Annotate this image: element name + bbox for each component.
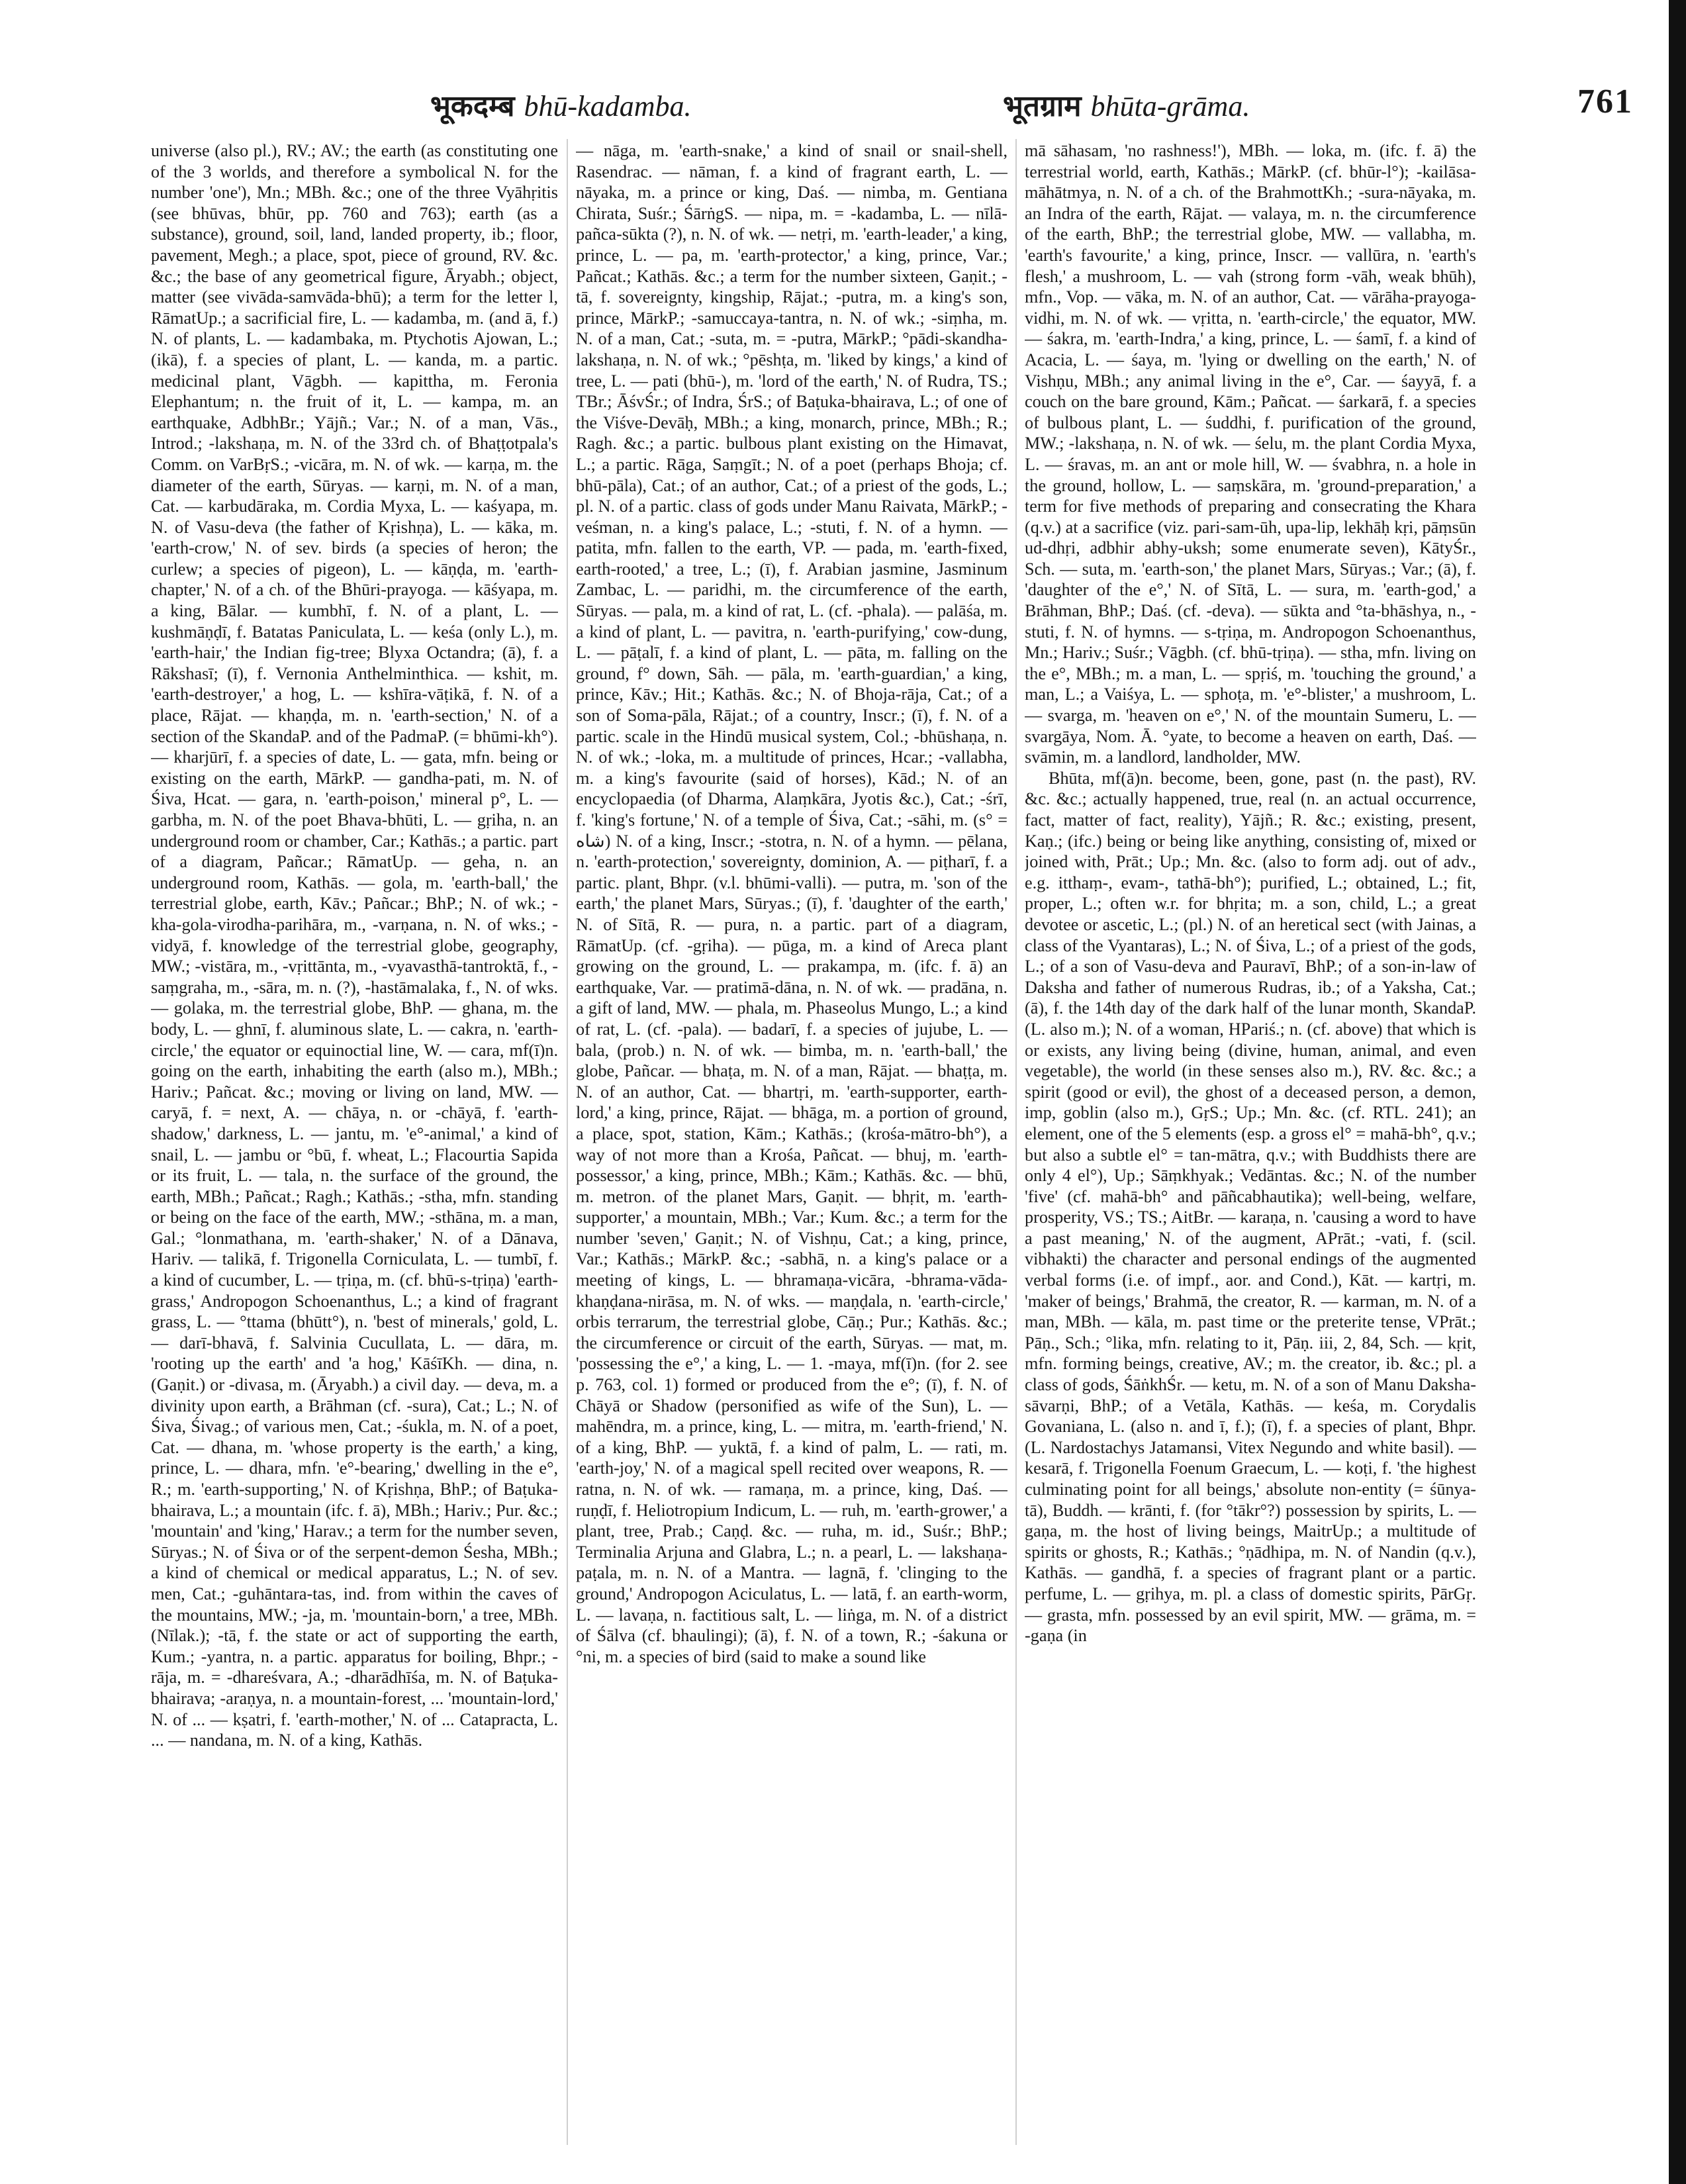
column-3 <box>1025 140 1476 2153</box>
running-head-left-transliteration: bhū-kadamba. <box>524 90 692 122</box>
running-head-right-transliteration: bhūta-grāma. <box>1090 90 1250 122</box>
running-head-left <box>430 85 691 131</box>
running-head-left-devanagari: भूकदम्ब <box>430 90 515 122</box>
page-number: 761 <box>1577 83 1633 120</box>
column-3-text-b: Bhūta, mf(ā)n. become, been, gone, past (n. the past), RV. &c. &c.; actually happened, true, real (n. an actual occurrence, fact, matter of fact, reality), Yājñ.; R. &c.; existing, present, Kaṇ.; (ifc.) being or being like anything, consisting of, mixed or joined with, Prāt.; Up.; Mn. &c. (also to form adj. out of adv., e.g. itthaṃ-, evam-, tathā-bh°); purified, L.; obtained, L.; fit, proper, L.; often w.r. for bhṛita; m. a son, child, L.; a great devotee or ascetic, L.; (pl.) N. of an heretical sect (with Jainas, a class of the Vyantaras), L.; N. of Śiva, L.; of a priest of the gods, L.; of a son of Vasu-deva and Pauravī, BhP.; of a son-in-law of Daksha and father of numerous Rudras, ib.; of a Yaksha, Cat.; (ā), f. the 14th day of the dark half of the lunar month, SkandaP. (L. also m.); N. of a woman, HPariś.; n. (cf. above) that which is or exists, any living being (divine, human, animal, and even vegetable), the world (in these senses also m.), RV. &c. &c.; a spirit (good or evil), the ghost of a deceased person, a demon, imp, goblin (also m.), GṛS.; Up.; Mn. &c. (cf. RTL. 241); an element, one of the 5 elements (esp. a gross el° = mahā-bh°, q.v.; but also a subtle el° = tan-mātra, q.v.; with Buddhists there are only 4 el°), Up.; Sāṃkhyak.; Vedāntas. &c.; N. of the number 'five' (cf. mahā-bh° and pāñcabhautika); well-being, welfare, prosperity, VS.; TS.; AitBr. — karaṇa, n. 'causing a word to have a past meaning,' N. of the augment, APrāt.; -vati, f. (scil. vibhakti) the character and personal endings of the augmented verbal forms (i.e. of impf., aor. and Cond.), Kāt. — kartṛi, m. 'maker of beings,' Brahmā, the creator, R. — karman, m. N. of a man, MBh. — kāla, m. past time or the preterite tense, VPrāt.; Pāṇ., Sch.; °lika, mfn. relating to it, Pāṇ. iii, 2, 84, Sch. — kṛit, mfn. forming beings, creative, AV.; m. the creator, ib. &c.; pl. a class of gods, ŚāṅkhŚr. — ketu, m. N. of a son of Manu Daksha-sāvarṇi, BhP.; of a Vetāla, Kathās. — keśa, m. Corydalis Govaniana, L. (also n. and ī, f.); (ī), f. a species of plant, Bhpr. (L. Nardostachys Jatamansi, Vitex Negundo and white basil). — kesarā, f. Trigonella Foenum Graecum, L. — koṭi, f. 'the highest culminating point for all beings,' absolute non-entity (= śūnya-tā), Buddh. — krānti, f. (for °tākr°?) possession by spirits, L. — gaṇa, m. the host of living beings, MaitrUp.; a multitude of spirits or ghosts, R.; Kathās.; °ṇādhipa, m. N. of Nandin (q.v.), Kathās. — gandhā, f. a species of fragrant plant or a partic. perfume, L. — gṛihya, m. pl. a class of domestic spirits, PārGṛ. — grasta, mfn. possessed by an evil spirit, MW. — grāma, m. = -gaṇa (in <box>1025 768 1476 1646</box>
scan-edge <box>1669 0 1686 2184</box>
column-1-text: universe (also pl.), RV.; AV.; the earth (as constituting one of the 3 worlds, and therefore a symbolical N. for the number 'one'), Mn.; MBh. &c.; one of the three Vyāhṛitis (see bhūvas, bhūr, pp. 760 and 763); earth (as a substance), ground, soil, land, landed property, ib.; floor, pavement, Megh.; a place, spot, piece of ground, RV. &c. &c.; the base of any geometrical figure, Āryabh.; object, matter (see vivāda-samvāda-bhū); a term for the letter l, RāmatUp.; a sacrificial fire, L. — kadamba, m. (and ā, f.) N. of plants, L. — kadambaka, m. Ptychotis Ajowan, L.; (ikā), f. a species of plant, L. — kanda, m. a partic. medicinal plant, Vāgbh. — kapittha, m. Feronia Elephantum; n. the fruit of it, L. — kampa, m. an earthquake, AdbhBr.; Yājñ.; Var.; N. of a man, Vās., Introd.; -lakshaṇa, m. N. of the 33rd ch. of Bhaṭṭotpala's Comm. on VarBṛS.; -vicāra, m. N. of wk. — karṇa, m. the diameter of the earth, Sūryas. — karṇi, m. N. of a man, Cat. — karbudāraka, m. Cordia Myxa, L. — kaśyapa, m. N. of Vasu-deva (the father of Kṛishṇa), L. — kāka, m. 'earth-crow,' N. of sev. birds (a species of heron; the curlew; a species of pigeon), L. — kāṇḍa, m. 'earth-chapter,' N. of a ch. of the Bhūri-prayoga. — kāśyapa, m. a king, Bālar. — kumbhī, f. N. of a plant, L. — kushmāṇḍī, f. Batatas Paniculata, L. — keśa (only L.), m. 'earth-hair,' the Indian fig-tree; Blyxa Octandra; (ā), f. a Rākshasī; (ī), f. Vernonia Anthelminthica. — kshit, m. 'earth-destroyer,' a hog, L. — kshīra-vāṭikā, f. N. of a place, Rājat. — khaṇḍa, m. n. 'earth-section,' N. of a section of the SkandaP. and of the PadmaP. (= bhūmi-kh°). — kharjūrī, f. a species of date, L. — gata, mfn. being or existing on the earth, MārkP. — gandha-pati, m. N. of Śiva, Hcat. — gara, n. 'earth-poison,' mineral p°, L. — garbha, m. N. of the poet Bhava-bhūti, L. — gṛiha, n. an underground room or chamber, Car.; Kathās.; a partic. part of a diagram, Pañcar.; RāmatUp. — geha, n. an underground room, Kathās. — gola, m. 'earth-ball,' the terrestrial globe, earth, Kāv.; Pañcar.; BhP.; N. of wk.; -kha-gola-virodha-parihāra, m., -varṇana, n. N. of wks.; -vidyā, f. knowledge of the terrestrial globe, geography, MW.; -vistāra, m., -vṛittānta, m., -vyavasthā-tantroktā, f., -saṃgraha, m., -sāra, m. n. (?), -hastāmalaka, f., N. of wks. — golaka, m. the terrestrial globe, BhP. — ghana, m. the body, L. — ghnī, f. aluminous slate, L. — cakra, n. 'earth-circle,' the equator or equinoctial line, W. — cara, mf(ī)n. going on the earth, inhabiting the earth (also m.), MBh.; Hariv.; Pañcat. &c.; moving or living on land, MW. — caryā, f. = next, A. — chāya, n. or -chāyā, f. 'earth-shadow,' darkness, L. — jantu, m. 'e°-animal,' a kind of snail, L. — jambu or °bū, f. wheat, L.; Flacourtia Sapida or its fruit, L. — tala, n. the surface of the ground, the earth, MBh.; Pañcat.; Ragh.; Kathās.; -stha, mfn. standing or being on the face of the earth, MW.; -sthāna, m. a man, Gal.; °lonmathana, m. 'earth-shaker,' N. of a Dānava, Hariv. — talikā, f. Trigonella Corniculata, L. — tumbī, f. a kind of cucumber, L. — tṛiṇa, m. (cf. bhū-s-tṛiṇa) 'earth-grass,' Andropogon Schoenanthus, L.; a kind of fragrant grass, L. — °ttama (bhūtt°), n. 'best of minerals,' gold, L. — darī-bhavā, f. Salvinia Cucullata, L. — dāra, m. 'rooting up the earth' and 'a hog,' KāśīKh. — dina, n. (Gaṇit.) or -divasa, m. (Āryabh.) a civil day. — deva, m. a divinity upon earth, a Brāhman (cf. -sura), Cat.; L.; N. of Śiva, Śivag.; of various men, Cat.; -śukla, m. N. of a poet, Cat. — dhana, m. 'whose property is the earth,' a king, prince, L. — dhara, mfn. 'e°-bearing,' dwelling in the e°, R.; m. 'earth-supporting,' N. of Kṛishṇa, BhP.; of Baṭuka-bhairava, L.; a mountain (ifc. f. ā), MBh.; Hariv.; Pur. &c.; 'mountain' and 'king,' Harav.; a term for the number seven, Sūryas.; N. of Śiva or of the serpent-demon Śesha, MBh.; a kind of chemical or medical apparatus, L.; N. of sev. men, Cat.; -guhāntara-tas, ind. from within the caves of the mountains, MW.; -ja, m. 'mountain-born,' a tree, MBh. (Nīlak.); -tā, f. the state or act of supporting the earth, Kum.; -yantra, n. a partic. apparatus for boiling, Bhpr.; -rāja, m. = -dhareśvara, A.; -dharādhīśa, m. N. of Baṭuka-bhairava; -araṇya, n. a mountain-forest, ... 'mountain-lord,' N. of ... — kṣatri, f. 'earth-mother,' N. of ... Catapracta, L. ... — nandana, m. N. of a king, Kathās. <box>151 141 558 1750</box>
column-2 <box>576 140 1007 2153</box>
column-1 <box>151 140 558 2153</box>
column-rule <box>567 139 568 2145</box>
column-rule <box>1015 139 1017 2145</box>
column-3-text-a: mā sāhasam, 'no rashness!'), MBh. — loka, m. (ifc. f. ā) the terrestrial world, earth, Kathās.; MārkP. (cf. bhūr-l°); -kailāsa-māhātmya, n. N. of a ch. of the BrahmottKh.; -sura-nāyaka, m. an Indra of the earth, Rājat. — valaya, m. n. the circumference of the earth, BhP.; the terrestrial globe, MW. — vallabha, m. 'earth's favourite,' a king, prince, Inscr. — vallūra, n. 'earth's flesh,' a mushroom, L. — vah (strong form -vāh, weak bhūh), mfn., Vop. — vāka, m. N. of an author, Cat. — vārāha-prayoga-vidhi, m. N. of wk. — vṛitta, n. 'earth-circle,' the equator, MW. — śakra, m. 'earth-Indra,' a king, prince, L. — śamī, f. a kind of Acacia, L. — śaya, m. 'lying or dwelling on the earth,' N. of Vishṇu, MBh.; any animal living in the e°, Car. — śayyā, f. a couch on the bare ground, Kām.; Pañcat. — śarkarā, f. a species of bulbous plant, L. — śuddhi, f. purification of the ground, MW.; -lakshaṇa, n. N. of wk. — śelu, m. the plant Cordia Myxa, L. — śravas, m. an ant or mole hill, W. — śvabhra, n. a hole in the ground, hollow, L. — saṃskāra, m. 'ground-preparation,' a term for five methods of preparing and consecrating the Khara (q.v.) at a sacrifice (viz. pari-sam-ūh, upa-lip, lekhāḥ kṛi, pāṃsūn ud-dhṛi, adbhir abhy-uksh; some enumerate seven), KātyŚr., Sch. — suta, m. 'earth-son,' the planet Mars, Sūryas.; Var.; (ā), f. 'daughter of the e°,' N. of Sītā, L. — sura, m. 'earth-god,' a Brāhman, BhP.; Daś. (cf. -deva). — sūkta and °ta-bhāshya, n., -stuti, f. N. of hymns. — s-tṛiṇa, m. Andropogon Schoenanthus, Mn.; Hariv.; Suśr.; Vāgbh. (cf. bhū-tṛiṇa). — stha, mfn. living on the e°, MBh.; m. a man, L. — spṛiś, m. 'touching the ground,' a man, L.; a Vaiśya, L. — sphoṭa, m. 'e°-blister,' a mushroom, L. — svarga, m. 'heaven on e°,' N. of the mountain Sumeru, L. — svargāya, Nom. Ā. °yate, to become a heaven on earth, Daś. — svāmin, m. a landlord, landholder, MW. <box>1025 141 1476 767</box>
running-head-right <box>1003 85 1250 131</box>
running-head-right-devanagari: भूतग्राम <box>1003 90 1082 122</box>
column-2-text: — nāga, m. 'earth-snake,' a kind of snail or snail-shell, Rasendrac. — nāman, f. a kind of fragrant earth, L. — nāyaka, m. a prince or king, Daś. — nimba, m. Gentiana Chirata, Suśr.; ŚārṅgS. — nipa, m. = -kadamba, L. — nīlā-pañca-sūkta (?), n. N. of wk. — netṛi, m. 'earth-leader,' a king, prince, L. — pa, m. 'earth-protector,' a king, prince, Var.; Pañcat.; Kathās. &c.; a term for the number sixteen, Gaṇit.; -tā, f. sovereignty, kingship, Rājat.; -putra, m. a king's son, prince, MārkP.; -samuccaya-tantra, n. N. of wk.; -siṃha, m. N. of a man, Cat.; -suta, m. = -putra, MārkP.; °pādi-skandha-lakshaṇa, n. N. of wk.; °pēshṭa, m. 'liked by kings,' a kind of tree, L. — pati (bhū-), m. 'lord of the earth,' N. of Rudra, TS.; TBr.; ĀśvŚr.; of Indra, ŚrS.; of Baṭuka-bhairava, L.; of one of the Viśve-Devāḥ, MBh.; a king, monarch, prince, MBh.; R.; Ragh. &c.; a partic. bulbous plant existing on the Himavat, L.; a partic. Rāga, Saṃgīt.; N. of a poet (perhaps Bhoja; cf. bhū-pāla), Cat.; of an author, Cat.; of a priest of the gods, L.; pl. N. of a partic. class of gods under Manu Raivata, MārkP.; -veśman, n. a king's palace, L.; -stuti, f. N. of a hymn. — patita, mfn. fallen to the earth, VP. — pada, m. 'earth-fixed, earth-rooted,' a tree, L.; (ī), f. Arabian jasmine, Jasminum Zambac, L. — paridhi, m. the circumference of the earth, Sūryas. — pala, m. a kind of rat, L. (cf. -phala). — palāśa, m. a kind of plant, L. — pavitra, n. 'earth-purifying,' cow-dung, L. — pāṭalī, f. a kind of plant, L. — pāta, m. falling on the ground, f° down, Sāh. — pāla, m. 'earth-guardian,' a king, prince, Kāv.; Hit.; Kathās. &c.; N. of Bhoja-rāja, Cat.; of a son of Soma-pāla, Rājat.; of a country, Inscr.; (ī), f. N. of a partic. scale in the Hindū musical system, Col.; -bhūshaṇa, n. N. of wk.; -loka, m. a multitude of princes, Hcar.; -vallabha, m. a king's favourite (said of horses), Kād.; N. of an encyclopaedia (of Dharma, Alaṃkāra, Jyotis &c.), Cat.; -śrī, f. 'king's fortune,' N. of a temple of Śiva, Cat.; -sāhi, m. (s° = شاه) N. of a king, Inscr.; -stotra, n. N. of a hymn. — pēlana, n. 'earth-protection,' sovereignty, dominion, A. — piṭharī, f. a partic. plant, Bhpr. (v.l. bhūmi-valli). — putra, m. 'son of the earth,' the planet Mars, Sūryas.; (ī), f. 'daughter of the earth,' N. of Sītā, R. — pura, n. a partic. part of a diagram, RāmatUp. (cf. -gṛiha). — pūga, m. a kind of Areca plant growing on the ground, L. — prakampa, m. (ifc. f. ā) an earthquake, Var. — pratimā-dāna, n. N. of wk. — pradāna, n. a gift of land, MW. — phala, m. Phaseolus Mungo, L.; a kind of rat, L. (cf. -pala). — badarī, f. a species of jujube, L. — bala, (prob.) n. N. of wk. — bimba, m. n. 'earth-ball,' the globe, Pañcar. — bhaṭa, m. N. of a man, Rājat. — bhaṭṭa, m. N. of an author, Cat. — bhartṛi, m. 'earth-supporter, earth-lord,' a king, prince, Rājat. — bhāga, m. a portion of ground, a place, spot, station, Kām.; Kathās.; (krośa-mātro-bh°), a way of not more than a Krośa, Pañcat. — bhuj, m. 'earth-possessor,' a king, prince, MBh.; Kām.; Kathās. &c. — bhū, m. metron. of the planet Mars, Gaṇit. — bhṛit, m. 'earth-supporter,' a mountain, MBh.; Var.; Kum. &c.; a term for the number 'seven,' Gaṇit.; N. of Vishṇu, Cat.; a king, prince, Var.; Kathās.; MārkP. &c.; -sabhā, n. a king's palace or a meeting of kings, L. — bhramaṇa-vicāra, -bhrama-vāda-khaṇḍana-nirāsa, m. N. of wks. — maṇḍala, n. 'earth-circle,' orbis terrarum, the terrestrial globe, Cāṇ.; Pur.; Kathās. &c.; the circumference or circuit of the earth, Sūryas. — mat, m. 'possessing the e°,' a king, L. — 1. -maya, mf(ī)n. (for 2. see p. 763, col. 1) formed or produced from the e°; (ī), f. N. of Chāyā or Shadow (personified as wife of the Sun), L. — mahēndra, m. a prince, king, L. — mitra, m. 'earth-friend,' N. of a king, BhP. — yuktā, f. a kind of palm, L. — rati, m. 'earth-joy,' N. of a magical spell recited over weapons, R. — ratna, n. N. of wk. — ramaṇa, m. a prince, king, Daś. — ruṇḍī, f. Heliotropium Indicum, L. — ruh, m. 'earth-grower,' a plant, tree, Prab.; Caṇḍ. &c. — ruha, m. id., Suśr.; BhP.; Terminalia Arjuna and Glabra, L.; n. a pearl, L. — lakshaṇa-paṭala, m. n. N. of a Mantra. — lagnā, f. 'clinging to the ground,' Andropogon Aciculatus, L. — latā, f. an earth-worm, L. — lavaṇa, n. factitious salt, L. — liṅga, m. N. of a district of Śālva (cf. bhaulingi); (ā), f. N. of a town, R.; -śakuna or °ni, m. a species of bird (said to make a sound like <box>576 141 1007 1666</box>
